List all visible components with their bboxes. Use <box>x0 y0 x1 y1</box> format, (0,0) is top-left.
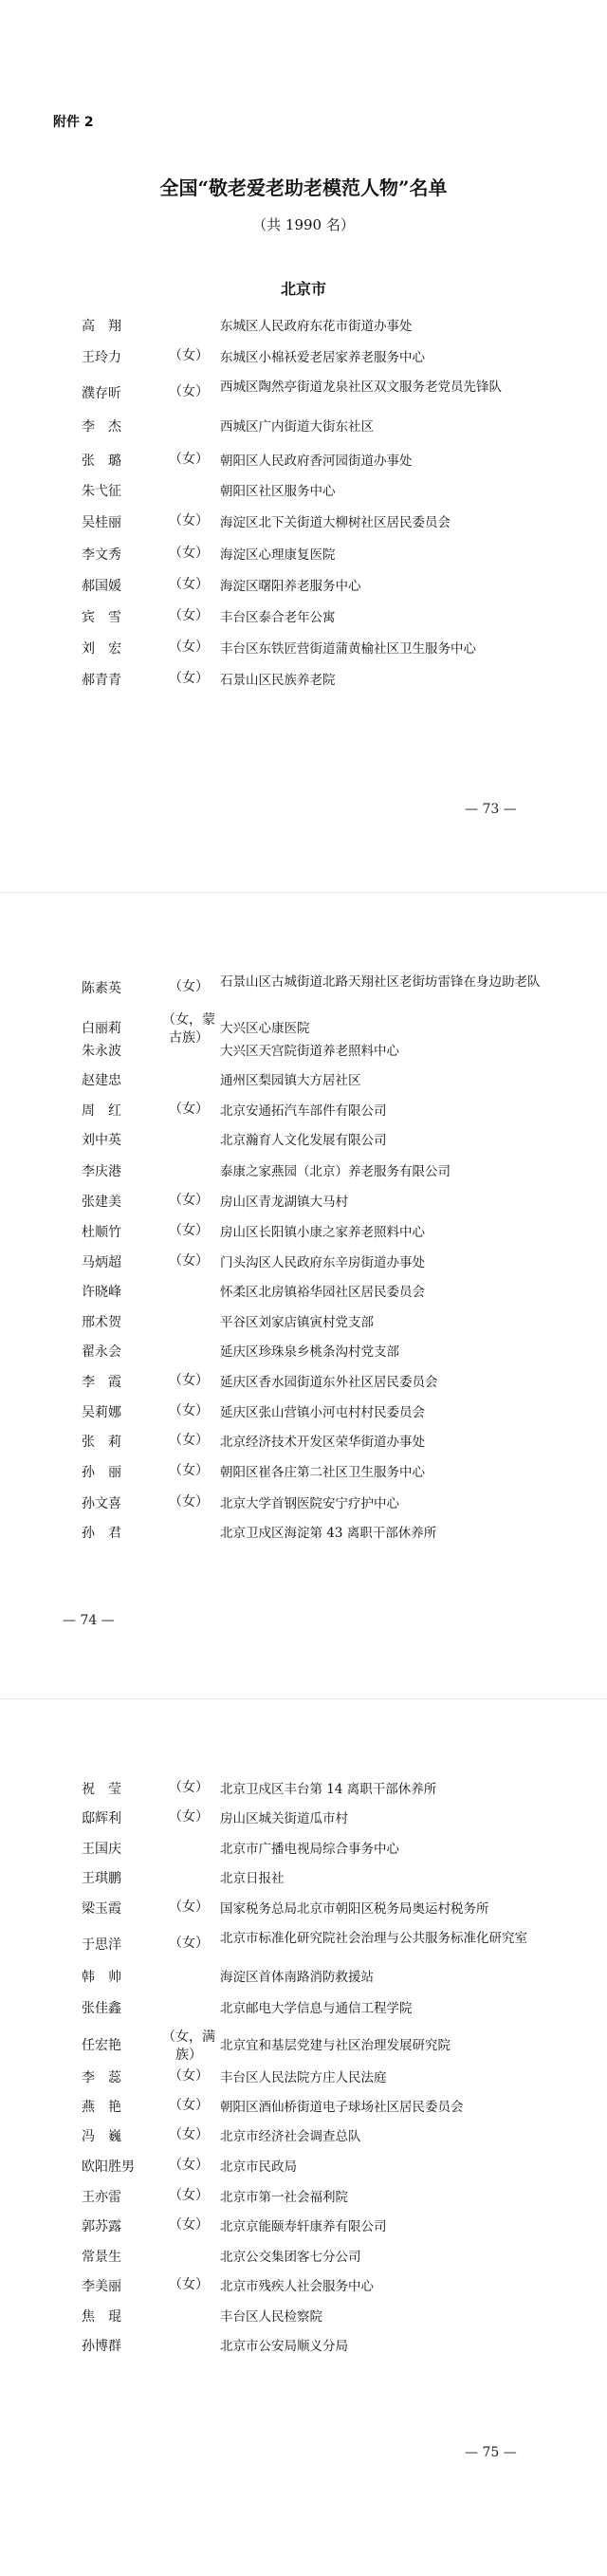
honoree-unit: 朝阳区崔各庄第二社区卫生服务中心 <box>220 1465 425 1480</box>
honoree-gender: （女） <box>169 1936 209 1951</box>
honoree-gender: （女） <box>169 671 209 686</box>
honoree-unit: 朝阳区人民政府香河园街道办事处 <box>220 454 413 469</box>
page-number: — 73 — <box>465 802 517 817</box>
honoree-unit: 北京瀚育人文化发展有限公司 <box>220 1133 387 1148</box>
page-divider <box>0 1698 607 1699</box>
honoree-name: 高 翔 <box>82 319 121 334</box>
honoree-unit: 丰台区人民检察院 <box>220 2309 322 2325</box>
honoree-unit: 北京宜和基层党建与社区治理发展研究院 <box>220 2038 451 2053</box>
honoree-name: 王琪鹏 <box>82 1871 121 1886</box>
page-number: — 75 — <box>465 2445 517 2460</box>
honoree-unit: 北京大学首钢医院安宁疗护中心 <box>220 1496 399 1511</box>
honoree-name: 吴桂丽 <box>82 515 121 530</box>
honoree-unit: 东城区小棉袄爱老居家养老服务中心 <box>220 350 425 365</box>
honoree-gender: （女） <box>169 384 209 399</box>
honoree-unit: 北京市民政局 <box>220 2159 297 2175</box>
honoree-gender: （女） <box>169 2068 209 2084</box>
honoree-unit: 西城区陶然亭街道龙泉社区双文服务老党员先锋队 <box>220 380 502 395</box>
honoree-unit: 北京安通拓汽车部件有限公司 <box>220 1103 387 1119</box>
honoree-name: 郝青青 <box>82 673 121 688</box>
honoree-name: 白丽莉 <box>82 1021 121 1036</box>
honoree-unit: 北京市广播电视局综合事务中心 <box>220 1842 399 1857</box>
honoree-gender: （女） <box>169 2098 209 2113</box>
honoree-name: 孙 丽 <box>82 1465 121 1480</box>
honoree-name: 李文秀 <box>82 547 121 563</box>
region-heading: 北京市 <box>280 280 326 298</box>
honoree-name: 祝 莹 <box>82 1782 121 1797</box>
honoree-unit: 朝阳区酒仙桥街道电子球场社区居民委员会 <box>220 2100 464 2115</box>
document-subtitle: （共 1990 名） <box>252 216 355 233</box>
honoree-gender: （女） <box>169 1494 209 1510</box>
honoree-name: 吴莉娜 <box>82 1405 121 1420</box>
honoree-name: 王玲力 <box>82 350 121 365</box>
honoree-unit: 房山区青龙湖镇大马村 <box>220 1195 348 1210</box>
honoree-name: 张建美 <box>82 1195 121 1210</box>
honoree-name: 欧阳胜男 <box>82 2159 135 2175</box>
honoree-name: 赵建忠 <box>82 1073 121 1088</box>
honoree-gender: （女） <box>169 1223 209 1238</box>
honoree-name: 任宏艳 <box>82 2038 121 2053</box>
honoree-name: 李 蕊 <box>82 2070 121 2085</box>
honoree-name: 孙文喜 <box>82 1496 121 1511</box>
honoree-gender: （女） <box>169 639 209 655</box>
honoree-gender: （女） <box>169 452 209 467</box>
honoree-name: 杜顺竹 <box>82 1225 121 1240</box>
honoree-name: 刘 宏 <box>82 641 121 657</box>
honoree-unit: 北京邮电大学信息与通信工程学院 <box>220 2001 413 2016</box>
honoree-gender: （女） <box>169 1780 209 1795</box>
honoree-name: 于思洋 <box>82 1937 121 1953</box>
honoree-name: 梁玉霞 <box>82 1901 121 1917</box>
honoree-name: 孙博群 <box>82 2339 121 2354</box>
honoree-gender: （女） <box>169 2188 209 2203</box>
honoree-gender: （女） <box>169 1253 209 1269</box>
honoree-name: 许晓峰 <box>82 1285 121 1300</box>
honoree-gender: （女，满族） <box>162 2029 215 2063</box>
honoree-gender: （女，蒙古族） <box>162 1012 215 1046</box>
honoree-unit: 延庆区香水园街道东外社区居民委员会 <box>220 1375 438 1390</box>
honoree-unit: 北京日报社 <box>220 1871 285 1886</box>
honoree-name: 郭苏露 <box>82 2219 121 2234</box>
honoree-unit: 北京京能颐寿轩康养有限公司 <box>220 2219 387 2234</box>
honoree-unit: 丰台区人民法院方庄人民法庭 <box>220 2070 387 2085</box>
honoree-unit: 门头沟区人民政府东辛房街道办事处 <box>220 1255 425 1270</box>
honoree-gender: （女） <box>169 1433 209 1448</box>
attachment-label: 附件 2 <box>53 115 94 130</box>
honoree-gender: （女） <box>169 979 209 994</box>
honoree-unit: 怀柔区北房镇裕华园社区居民委员会 <box>220 1285 425 1300</box>
honoree-name: 邸辉利 <box>82 1811 121 1826</box>
honoree-name: 濮存昕 <box>82 386 121 401</box>
honoree-unit: 国家税务总局北京市朝阳区税务局奥运村税务所 <box>220 1901 489 1917</box>
honoree-name: 王亦雷 <box>82 2190 121 2205</box>
honoree-unit: 丰台区东铁匠营街道蒲黄榆社区卫生服务中心 <box>220 641 476 657</box>
honoree-gender: （女） <box>169 2277 209 2292</box>
honoree-unit: 大兴区心康医院 <box>220 1021 310 1036</box>
honoree-name: 周 红 <box>82 1103 121 1119</box>
honoree-unit: 北京卫戍区海淀第 43 离职干部休养所 <box>220 1526 437 1541</box>
honoree-name: 刘中英 <box>82 1133 121 1148</box>
honoree-name: 燕 艳 <box>82 2100 121 2115</box>
honoree-unit: 西城区广内街道大街东社区 <box>220 419 374 435</box>
honoree-unit: 北京卫戍区丰台第 14 离职干部休养所 <box>220 1782 437 1797</box>
honoree-name: 李 霞 <box>82 1375 121 1390</box>
honoree-name: 宾 雪 <box>82 610 121 625</box>
honoree-unit: 石景山区民族养老院 <box>220 673 336 688</box>
honoree-name: 翟永会 <box>82 1344 121 1360</box>
honoree-unit: 通州区梨园镇大方居社区 <box>220 1073 361 1088</box>
honoree-unit: 北京市残疾人社会服务中心 <box>220 2279 374 2294</box>
honoree-name: 李 杰 <box>82 419 121 435</box>
honoree-gender: （女） <box>169 1193 209 1208</box>
honoree-gender: （女） <box>169 2217 209 2233</box>
honoree-unit: 房山区长阳镇小康之家养老照料中心 <box>220 1225 425 1240</box>
honoree-name: 马炳超 <box>82 1255 121 1270</box>
honoree-name: 常景生 <box>82 2250 121 2265</box>
honoree-unit: 泰康之家燕园（北京）养老服务有限公司 <box>220 1164 451 1179</box>
page-divider <box>0 892 607 893</box>
honoree-unit: 石景山区古城街道北路天翔社区老街坊雷锋在身边助老队 <box>220 974 541 990</box>
honoree-unit: 海淀区首体南路消防救援站 <box>220 1970 374 1985</box>
honoree-name: 李美丽 <box>82 2279 121 2294</box>
honoree-unit: 延庆区张山营镇小河屯村村民委员会 <box>220 1405 425 1420</box>
page-number: — 74 — <box>63 1613 115 1628</box>
honoree-gender: （女） <box>169 1403 209 1418</box>
honoree-unit: 北京市第一社会福利院 <box>220 2190 348 2205</box>
honoree-name: 张佳鑫 <box>82 2001 121 2016</box>
honoree-name: 朱永波 <box>82 1044 121 1059</box>
honoree-name: 孙 君 <box>82 1526 121 1541</box>
honoree-gender: （女） <box>169 1463 209 1478</box>
honoree-unit: 丰台区泰合老年公寓 <box>220 610 336 625</box>
honoree-name: 焦 琨 <box>82 2309 121 2325</box>
honoree-gender: （女） <box>169 513 209 528</box>
honoree-name: 李庆港 <box>82 1164 121 1179</box>
honoree-name: 韩 帅 <box>82 1970 121 1985</box>
honoree-name: 朱弋征 <box>82 484 121 499</box>
honoree-name: 王国庆 <box>82 1842 121 1857</box>
honoree-name: 陈素英 <box>82 981 121 996</box>
honoree-unit: 海淀区北下关街道大柳树社区居民委员会 <box>220 515 451 530</box>
honoree-unit: 延庆区珍珠泉乡桃条沟村党支部 <box>220 1344 399 1360</box>
honoree-gender: （女） <box>169 2158 209 2173</box>
honoree-gender: （女） <box>169 1900 209 1915</box>
honoree-unit: 北京经济技术开发区荣华街道办事处 <box>220 1435 425 1450</box>
honoree-unit: 北京市标准化研究院社会治理与公共服务标准化研究室 <box>220 1931 527 1946</box>
honoree-name: 张 璐 <box>82 454 121 469</box>
honoree-unit: 朝阳区社区服务中心 <box>220 484 336 499</box>
honoree-name: 郝国媛 <box>82 579 121 594</box>
honoree-unit: 北京公交集团客七分公司 <box>220 2250 361 2265</box>
honoree-unit: 北京市经济社会调查总队 <box>220 2129 361 2144</box>
honoree-gender: （女） <box>169 2127 209 2142</box>
honoree-gender: （女） <box>169 1373 209 1388</box>
honoree-unit: 海淀区心理康复医院 <box>220 547 336 563</box>
honoree-unit: 东城区人民政府东花市街道办事处 <box>220 319 413 334</box>
honoree-unit: 平谷区刘家店镇寅村党支部 <box>220 1315 374 1330</box>
honoree-gender: （女） <box>169 1809 209 1825</box>
honoree-gender: （女） <box>169 1102 209 1117</box>
honoree-unit: 房山区城关街道瓜市村 <box>220 1811 348 1826</box>
honoree-name: 冯 巍 <box>82 2129 121 2144</box>
honoree-name: 邢术贺 <box>82 1315 121 1330</box>
honoree-name: 张 莉 <box>82 1435 121 1450</box>
honoree-unit: 北京市公安局顺义分局 <box>220 2339 348 2354</box>
document-title: 全国“敬老爱老助老模范人物”名单 <box>159 176 448 199</box>
honoree-gender: （女） <box>169 546 209 561</box>
honoree-gender: （女） <box>169 608 209 623</box>
honoree-unit: 大兴区天宫院街道养老照料中心 <box>220 1044 399 1059</box>
honoree-gender: （女） <box>169 577 209 592</box>
honoree-unit: 海淀区曙阳养老服务中心 <box>220 579 361 594</box>
honoree-gender: （女） <box>169 348 209 363</box>
